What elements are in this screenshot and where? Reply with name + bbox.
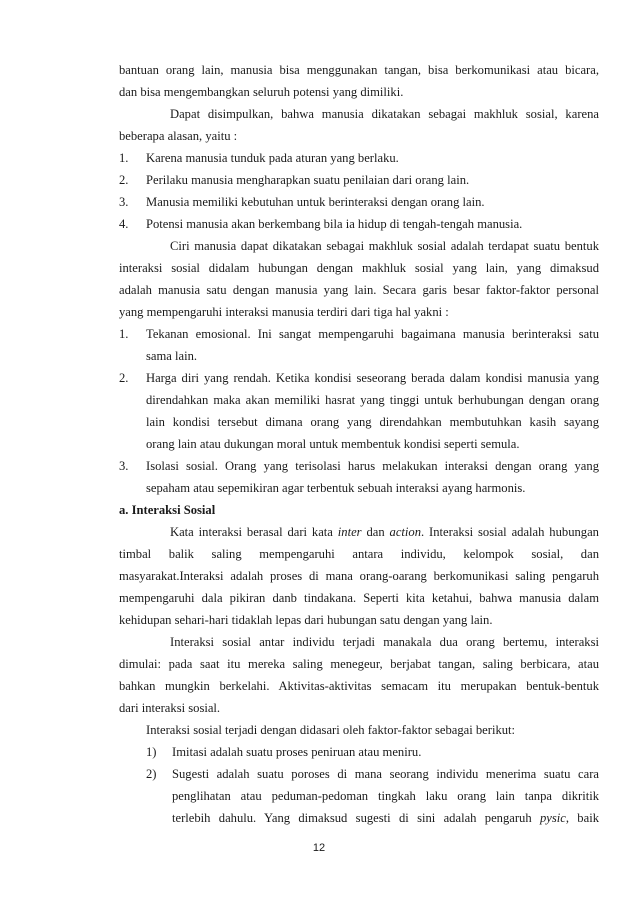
text-line: bantuan orang lain, manusia bisa menggunakan tangan, bisa berkomunikasi atau bicara, xyxy=(119,63,599,77)
list-item: Karena manusia tunduk pada aturan yang berlaku. xyxy=(146,151,399,165)
text-run: terlebih dahulu. Yang dimaksud sugesti di sini adalah pengaruh xyxy=(172,811,540,825)
list-item: Harga diri yang rendah. Ketika kondisi seseorang berada dalam kondisi manusia yang xyxy=(146,371,599,385)
list-number: 3. xyxy=(119,195,129,209)
text-line: interaksi sosial didalam hubungan dengan makhluk sosial yang lain, yang dimaksud xyxy=(119,261,599,275)
text-line: Dapat disimpulkan, bahwa manusia dikatakan sebagai makhluk sosial, karena xyxy=(170,107,599,121)
text-line: beberapa alasan, yaitu : xyxy=(119,129,238,143)
text-line: adalah manusia satu dengan manusia yang lain. Secara garis besar faktor-faktor personal xyxy=(119,283,599,297)
list-item: Potensi manusia akan berkembang bila ia hidup di tengah-tengah manusia. xyxy=(146,217,523,231)
italic-term: pysic xyxy=(539,811,566,825)
list-number: 2. xyxy=(119,173,129,187)
list-number: 3. xyxy=(119,459,129,473)
list-number: 1. xyxy=(119,327,129,341)
list-item-continuation: penglihatan atau peduman-pedoman tingkah laku orang lain tanpa dikritik xyxy=(172,789,599,803)
text-line: mempengaruhi dala pikiran danb tindakana. Seperti kita ketahui, bahwa manusia dalam xyxy=(119,591,599,605)
list-item-continuation: sepaham atau sepemikiran agar terbentuk sebuah interaksi ayang harmonis. xyxy=(146,481,526,495)
list-number: 1. xyxy=(119,151,129,165)
text-line: yang mempengaruhi interaksi manusia terdiri dari tiga hal yakni : xyxy=(119,305,449,319)
text-run: dan xyxy=(361,525,390,539)
section-heading: a. Interaksi Sosial xyxy=(119,503,216,517)
text-run: Kata interaksi berasal dari kata xyxy=(170,525,338,539)
text-line: dimulai: pada saat itu mereka saling menegeur, berjabat tangan, saling berbicara, atau xyxy=(119,657,599,671)
page-number: 12 xyxy=(312,842,326,854)
list-item-continuation: sama lain. xyxy=(146,349,198,363)
text-line: masyarakat.Interaksi adalah proses di mana orang-oarang berkomunikasi saling pengaruh xyxy=(119,569,599,583)
text-run: , baik xyxy=(565,811,599,825)
text-line: dan bisa mengembangkan seluruh potensi yang dimiliki. xyxy=(119,85,404,99)
list-number: 4. xyxy=(119,217,129,231)
list-item-continuation: orang lain atau dukungan moral untuk membentuk kondisi seperti semula. xyxy=(146,437,520,451)
italic-term: inter xyxy=(337,525,362,539)
list-number: 1) xyxy=(146,745,157,759)
text-line: bahkan mungkin berkelahi. Aktivitas-aktivitas semacam itu merupakan bentuk-bentuk xyxy=(119,679,599,693)
italic-term: action xyxy=(389,525,422,539)
list-number: 2) xyxy=(146,767,157,781)
list-item: Perilaku manusia mengharapkan suatu penilaian dari orang lain. xyxy=(146,173,470,187)
text-line: Ciri manusia dapat dikatakan sebagai makhluk sosial adalah terdapat suatu bentuk xyxy=(170,239,599,253)
text-line: dari interaksi sosial. xyxy=(119,701,221,715)
list-item: Imitasi adalah suatu proses peniruan atau meniru. xyxy=(172,745,422,759)
list-item-continuation: direndahkan maka akan memiliki hasrat yang tinggi untuk berhubungan dengan orang xyxy=(146,393,599,407)
list-item: Manusia memiliki kebutuhan untuk berinteraksi dengan orang lain. xyxy=(146,195,485,209)
list-item: Isolasi sosial. Orang yang terisolasi harus melakukan interaksi dengan orang yang xyxy=(146,459,599,473)
list-item: Sugesti adalah suatu poroses di mana seorang individu menerima suatu cara xyxy=(172,767,599,781)
text-line: kehidupan sehari-hari tidaklah lepas dari hubungan satu dengan yang lain. xyxy=(119,613,493,627)
list-item: Tekanan emosional. Ini sangat mempengaruhi bagaimana manusia berinteraksi satu xyxy=(146,327,599,341)
list-item-continuation xyxy=(172,810,599,826)
text-run: . Interaksi sosial adalah hubungan xyxy=(421,525,599,539)
text-line xyxy=(170,524,599,540)
list-item-continuation: lain kondisi tersebut dimana orang yang direndahkan membutuhkan kasih sayang xyxy=(146,415,599,429)
text-line: Interaksi sosial terjadi dengan didasari oleh faktor-faktor sebagai berikut: xyxy=(146,723,516,737)
list-number: 2. xyxy=(119,371,129,385)
text-line: Interaksi sosial antar individu terjadi manakala dua orang bertemu, interaksi xyxy=(170,635,599,649)
text-line: timbal balik saling mempengaruhi antara individu, kelompok sosial, dan xyxy=(119,547,599,561)
